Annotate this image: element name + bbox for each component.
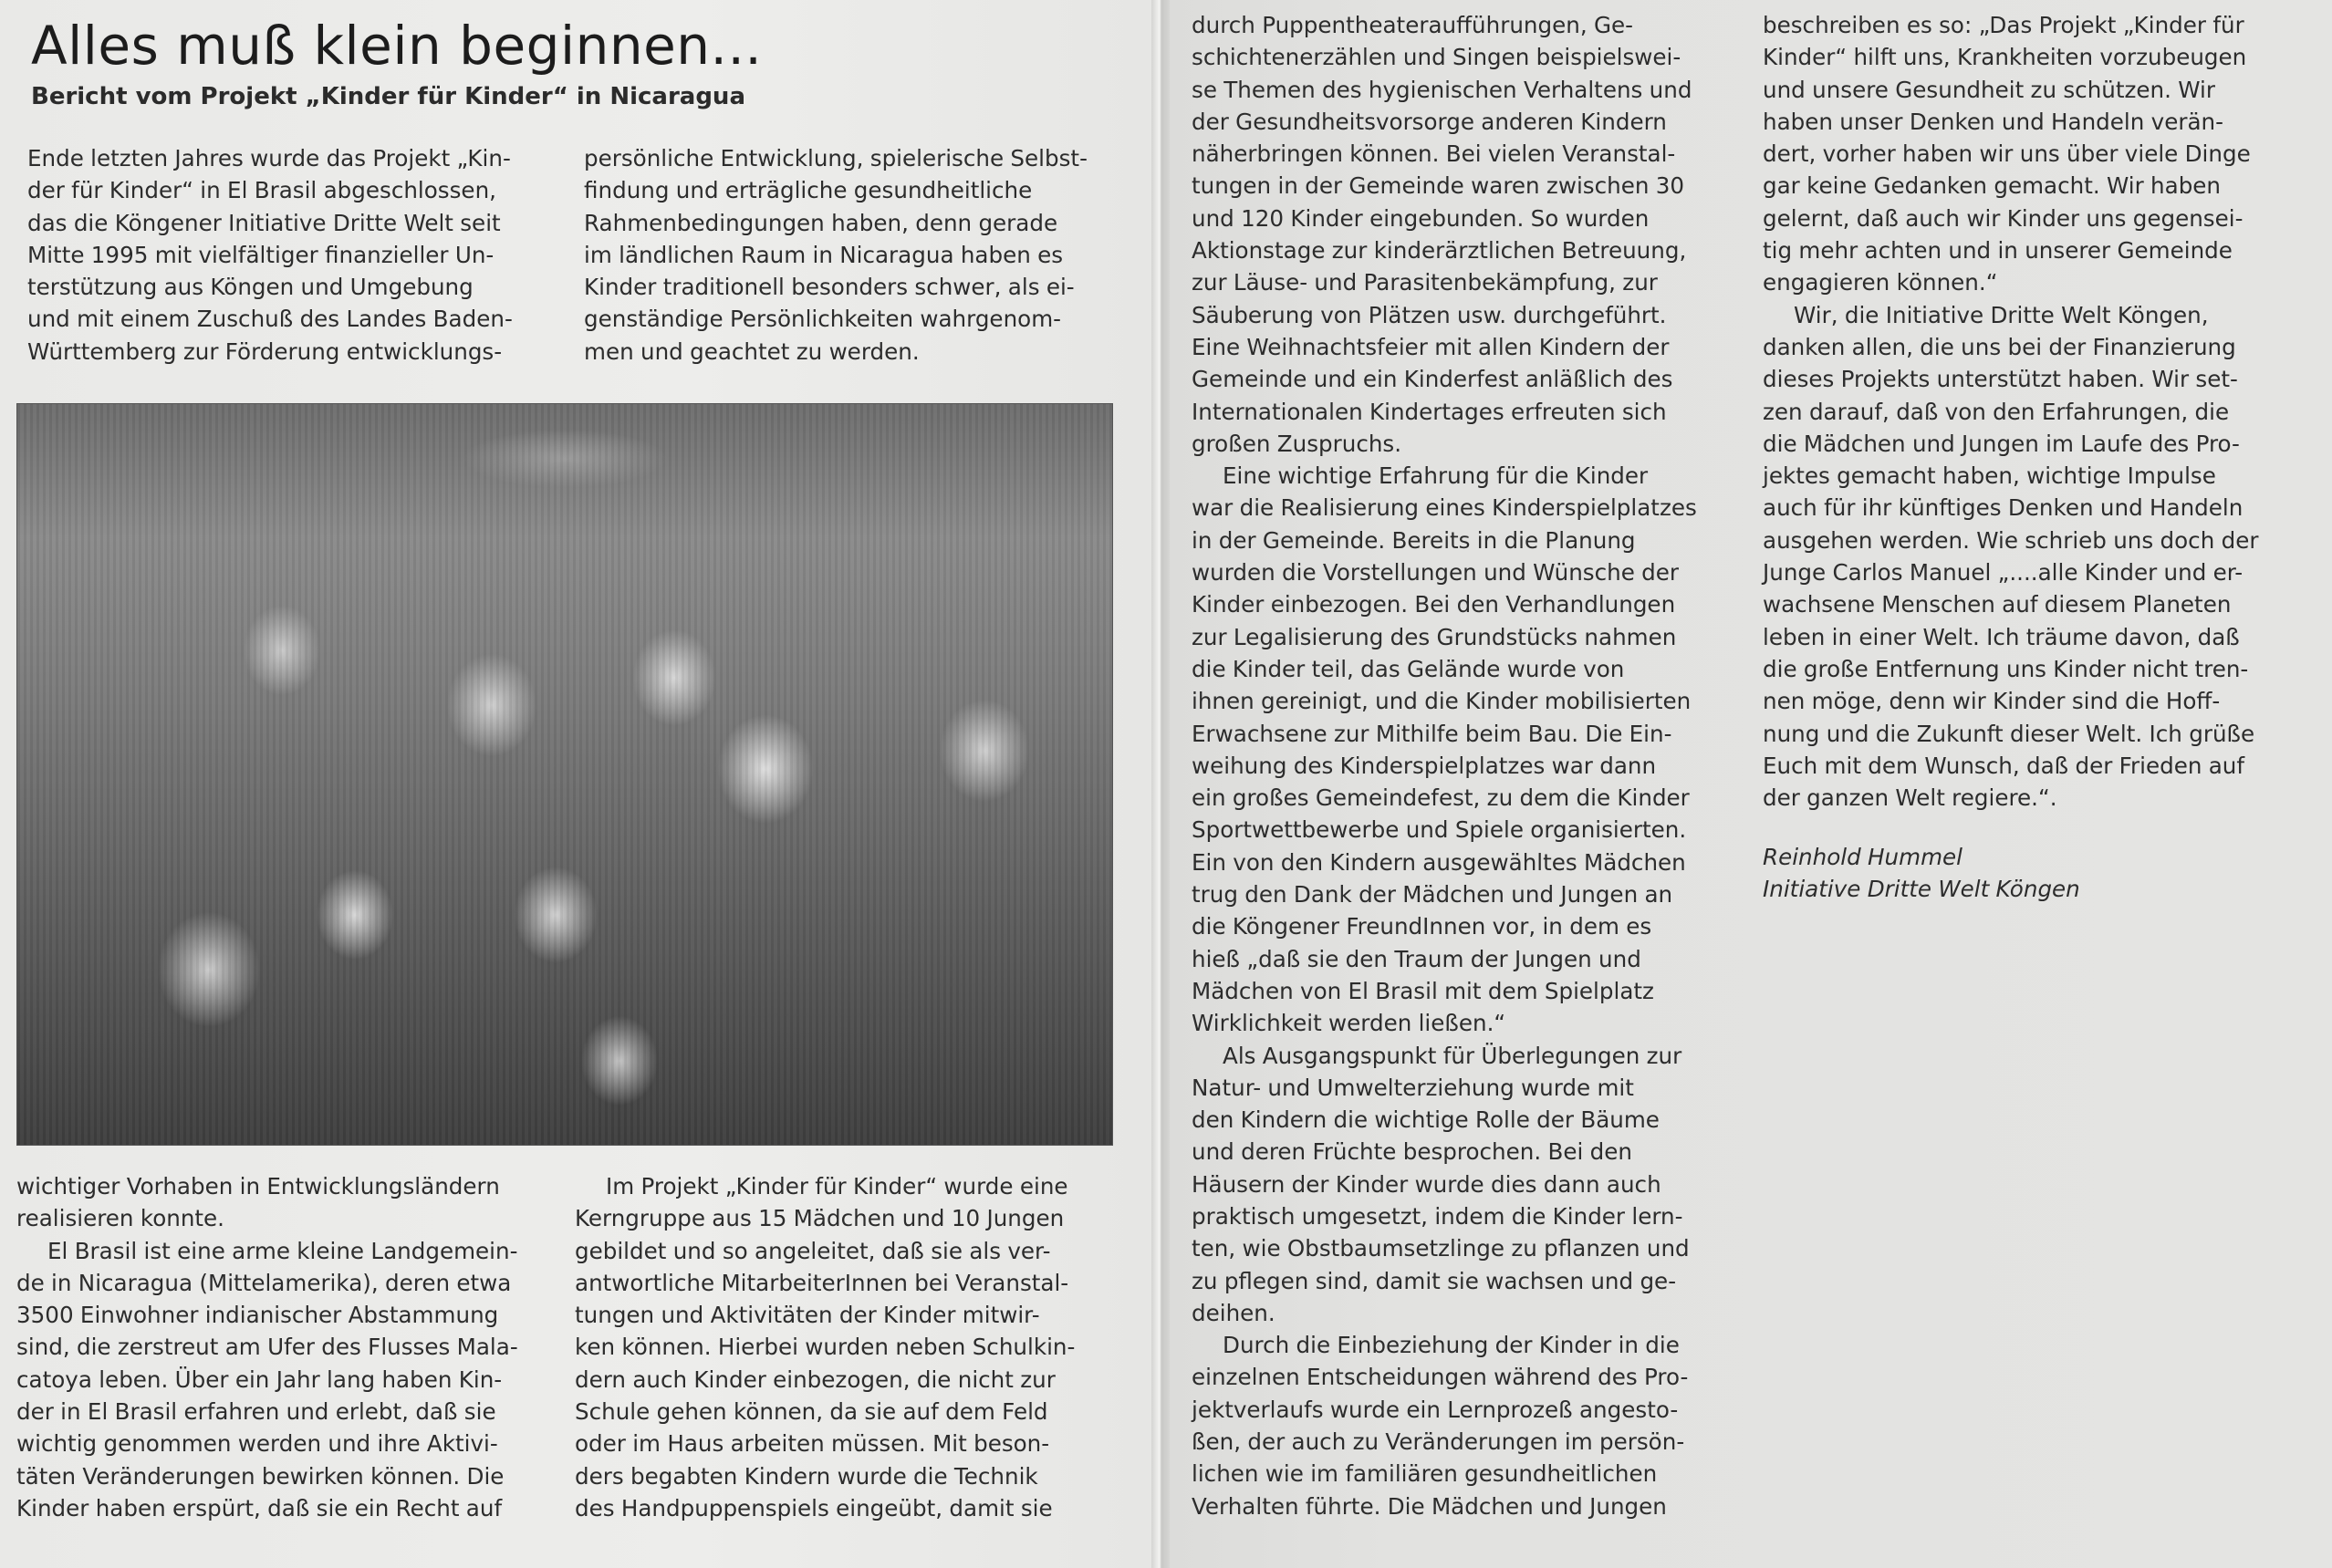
text-line: im ländlichen Raum in Nicaragua haben es: [584, 241, 1064, 268]
text-line: zur Läuse- und Parasitenbekämpfung, zur: [1192, 269, 1658, 296]
text-line: tig mehr achten und in unserer Gemeinde: [1763, 237, 2233, 265]
text-line: täten Veränderungen bewirken können. Die: [16, 1462, 505, 1490]
text-line: und deren Früchte besprochen. Bei den: [1192, 1138, 1632, 1166]
text-line: großen Zuspruchs.: [1192, 430, 1402, 457]
text-line: näherbringen können. Bei vielen Veranstal-: [1192, 140, 1676, 168]
text-line: Säuberung von Plätzen usw. durchgeführt.: [1192, 301, 1667, 328]
text-line: nung und die Zukunft dieser Welt. Ich grüße: [1763, 720, 2255, 747]
signature-name: Reinhold Hummel: [1763, 844, 1962, 870]
text-line: praktisch umgesetzt, indem die Kinder lern-: [1192, 1202, 1683, 1230]
text-line: tungen und Aktivitäten der Kinder mitwir-: [575, 1302, 1040, 1329]
text-line: Sportwettbewerbe und Spiele organisierten.: [1192, 816, 1687, 844]
text-line: des Handpuppenspiels eingeübt, damit sie: [575, 1494, 1053, 1521]
text-line: Kerngruppe aus 15 Mädchen und 10 Jungen: [575, 1205, 1065, 1232]
text-line: zen darauf, daß von den Erfahrungen, die: [1763, 398, 2230, 425]
text-line: Kinder traditionell besonders schwer, als ei-: [584, 274, 1075, 301]
text-line: tungen in der Gemeinde waren zwischen 30: [1192, 172, 1685, 200]
signature-organization: Initiative Dritte Welt Köngen: [1763, 876, 2080, 903]
text-line: Wir, die Initiative Dritte Welt Köngen,: [1794, 301, 2209, 328]
text-line: ihnen gereinigt, und die Kinder mobilisierten: [1192, 688, 1692, 715]
text-line: Durch die Einbeziehung der Kinder in die: [1223, 1332, 1680, 1359]
text-line: ten, wie Obstbaumsetzlinge zu pflanzen und: [1192, 1235, 1690, 1262]
text-line: dern auch Kinder einbezogen, die nicht zur: [575, 1366, 1056, 1393]
text-line: gar keine Gedanken gemacht. Wir haben: [1763, 172, 2222, 200]
text-line: Euch mit dem Wunsch, daß der Frieden auf: [1763, 752, 2245, 779]
text-line: deihen.: [1192, 1299, 1275, 1326]
text-line: zur Legalisierung des Grundstücks nahmen: [1192, 623, 1677, 650]
text-line: Württemberg zur Förderung entwicklungs-: [27, 337, 503, 365]
text-line: der für Kinder“ in El Brasil abgeschlossen,: [27, 177, 496, 204]
right-column-2: [1763, 9, 2319, 814]
text-line: das die Köngener Initiative Dritte Welt seit: [27, 209, 501, 236]
text-line: Wirklichkeit werden ließen.“: [1192, 1010, 1506, 1037]
text-line: Ende letzten Jahres wurde das Projekt „Kin-: [27, 145, 511, 171]
text-line: Junge Carlos Manuel „....alle Kinder und er-: [1763, 559, 2244, 587]
text-line: wichtiger Vorhaben in Entwicklungsländern: [16, 1173, 500, 1199]
text-line: zu pflegen sind, damit sie wachsen und ge-: [1192, 1267, 1677, 1294]
text-line: se Themen des hygienischen Verhaltens und: [1192, 76, 1692, 103]
text-line: 3500 Einwohner indianischer Abstammung: [16, 1302, 499, 1329]
text-line: weihung des Kinderspielplatzes war dann: [1192, 752, 1657, 779]
intro-column-2: [584, 142, 1131, 368]
headline: Alles muß klein beginnen...: [31, 15, 763, 77]
text-line: El Brasil ist eine arme kleine Landgemein-: [47, 1237, 518, 1264]
text-line: findung und erträgliche gesundheitliche: [584, 177, 1033, 204]
text-line: beschreiben es so: „Das Projekt „Kinder für: [1763, 12, 2244, 38]
page-gutter: [1151, 0, 1170, 1568]
text-line: Kinder einbezogen. Bei den Verhandlungen: [1192, 591, 1676, 618]
text-line: leben in einer Welt. Ich träume davon, daß: [1763, 623, 2240, 650]
text-line: genständige Persönlichkeiten wahrgenom-: [584, 306, 1062, 333]
text-line: ein großes Gemeindefest, zu dem die Kinder: [1192, 784, 1690, 812]
subheadline: Bericht vom Projekt „Kinder für Kinder“ in Nicaragua: [31, 83, 745, 110]
text-line: dert, vorher haben wir uns über viele Dinge: [1763, 140, 2251, 168]
children-group-photo: [16, 403, 1113, 1146]
right-column-1: [1192, 9, 1739, 1522]
text-line: der Gesundheitsvorsorge anderen Kindern: [1192, 108, 1667, 135]
text-line: catoya leben. Über ein Jahr lang haben Kin-: [16, 1366, 503, 1393]
text-line: und 120 Kinder eingebunden. So wurden: [1192, 204, 1650, 232]
text-line: der in El Brasil erfahren und erlebt, daß sie: [16, 1398, 496, 1426]
text-line: den Kindern die wichtige Rolle der Bäume: [1192, 1106, 1660, 1134]
text-line: ders begabten Kindern wurde die Technik: [575, 1462, 1038, 1490]
text-line: persönliche Entwicklung, spielerische Selbst-: [584, 145, 1088, 171]
text-line: und mit einem Zuschuß des Landes Baden-: [27, 306, 513, 333]
text-line: Schule gehen können, da sie auf dem Feld: [575, 1398, 1048, 1426]
text-line: Verhalten führte. Die Mädchen und Jungen: [1192, 1492, 1667, 1520]
text-line: terstützung aus Köngen und Umgebung: [27, 274, 474, 301]
text-line: gebildet und so angeleitet, daß sie als ver-: [575, 1237, 1051, 1264]
text-line: hieß „daß sie den Traum der Jungen und: [1192, 945, 1641, 972]
text-line: Gemeinde und ein Kinderfest anläßlich des: [1192, 366, 1673, 393]
text-line: Mädchen von El Brasil mit dem Spielplatz: [1192, 977, 1654, 1004]
text-line: dieses Projekts unterstützt haben. Wir set-: [1763, 366, 2238, 393]
text-line: war die Realisierung eines Kinderspielplatzes: [1192, 494, 1697, 522]
text-line: in der Gemeinde. Bereits in die Planung: [1192, 526, 1636, 554]
text-line: durch Puppentheateraufführungen, Ge-: [1192, 12, 1634, 38]
text-line: die Mädchen und Jungen im Laufe des Pro-: [1763, 430, 2240, 457]
text-line: nen möge, denn wir Kinder sind die Hoff-: [1763, 688, 2221, 715]
text-line: jektes gemacht haben, wichtige Impulse: [1763, 462, 2216, 490]
text-line: die Köngener FreundInnen vor, in dem es: [1192, 913, 1652, 940]
text-line: Natur- und Umwelterziehung wurde mit: [1192, 1074, 1634, 1101]
bottom-column-1: [16, 1170, 564, 1524]
text-line: Eine wichtige Erfahrung für die Kinder: [1223, 462, 1649, 490]
text-line: schichtenerzählen und Singen beispielswei-: [1192, 44, 1681, 71]
text-line: Erwachsene zur Mithilfe beim Bau. Die Ein-: [1192, 720, 1672, 747]
text-line: Im Projekt „Kinder für Kinder“ wurde eine: [606, 1173, 1068, 1199]
text-line: wurden die Vorstellungen und Wünsche der: [1192, 559, 1680, 587]
intro-column-1: [27, 142, 566, 368]
text-line: realisieren konnte.: [16, 1205, 225, 1232]
text-line: Aktionstage zur kinderärztlichen Betreuung,: [1192, 237, 1687, 265]
text-line: Ein von den Kindern ausgewähltes Mädchen: [1192, 848, 1686, 876]
text-line: antwortliche MitarbeiterInnen bei Veranstal-: [575, 1269, 1069, 1296]
text-line: die Kinder teil, das Gelände wurde von: [1192, 655, 1625, 682]
bottom-column-2: [575, 1170, 1140, 1524]
text-line: die große Entfernung uns Kinder nicht tren-: [1763, 655, 2249, 682]
text-line: Eine Weihnachtsfeier mit allen Kindern der: [1192, 333, 1670, 360]
text-line: oder im Haus arbeiten müssen. Mit beson-: [575, 1430, 1050, 1458]
text-line: wichtig genommen werden und ihre Aktivi-: [16, 1430, 498, 1458]
text-line: ßen, der auch zu Veränderungen im persön-: [1192, 1428, 1685, 1456]
text-line: einzelnen Entscheidungen während des Pro-: [1192, 1364, 1689, 1391]
text-line: de in Nicaragua (Mittelamerika), deren etwa: [16, 1269, 512, 1296]
text-line: engagieren können.“: [1763, 269, 1998, 296]
text-line: ken können. Hierbei wurden neben Schulkin-: [575, 1334, 1076, 1361]
text-line: Als Ausgangspunkt für Überlegungen zur: [1223, 1042, 1682, 1069]
text-line: danken allen, die uns bei der Finanzierung: [1763, 333, 2236, 360]
text-line: Mitte 1995 mit vielfältiger finanzieller Un-: [27, 241, 495, 268]
text-line: haben unser Denken und Handeln verän-: [1763, 108, 2223, 135]
text-line: trug den Dank der Mädchen und Jungen an: [1192, 881, 1673, 909]
text-line: Internationalen Kindertages erfreuten sich: [1192, 398, 1667, 425]
text-line: jektverlaufs wurde ein Lernprozeß angesto-: [1192, 1396, 1679, 1423]
text-line: lichen wie im familiären gesundheitlichen: [1192, 1460, 1658, 1488]
text-line: men und geachtet zu werden.: [584, 337, 920, 365]
text-line: wachsene Menschen auf diesem Planeten: [1763, 591, 2232, 618]
text-line: ausgehen werden. Wie schrieb uns doch der: [1763, 526, 2259, 554]
text-line: auch für ihr künftiges Denken und Handeln: [1763, 494, 2244, 522]
text-line: der ganzen Welt regiere.“.: [1763, 784, 2057, 812]
text-line: Rahmenbedingungen haben, denn gerade: [584, 209, 1058, 236]
photo-texture: [17, 404, 1112, 1145]
signature-block: [1763, 841, 2319, 906]
text-line: sind, die zerstreut am Ufer des Flusses Mala-: [16, 1334, 518, 1361]
text-line: Kinder“ hilft uns, Krankheiten vorzubeugen: [1763, 44, 2247, 71]
text-line: und unsere Gesundheit zu schützen. Wir: [1763, 76, 2215, 103]
text-line: Kinder haben erspürt, daß sie ein Recht auf: [16, 1494, 503, 1521]
text-line: Häusern der Kinder wurde dies dann auch: [1192, 1170, 1661, 1198]
text-line: gelernt, daß auch wir Kinder uns gegensei-: [1763, 204, 2244, 232]
